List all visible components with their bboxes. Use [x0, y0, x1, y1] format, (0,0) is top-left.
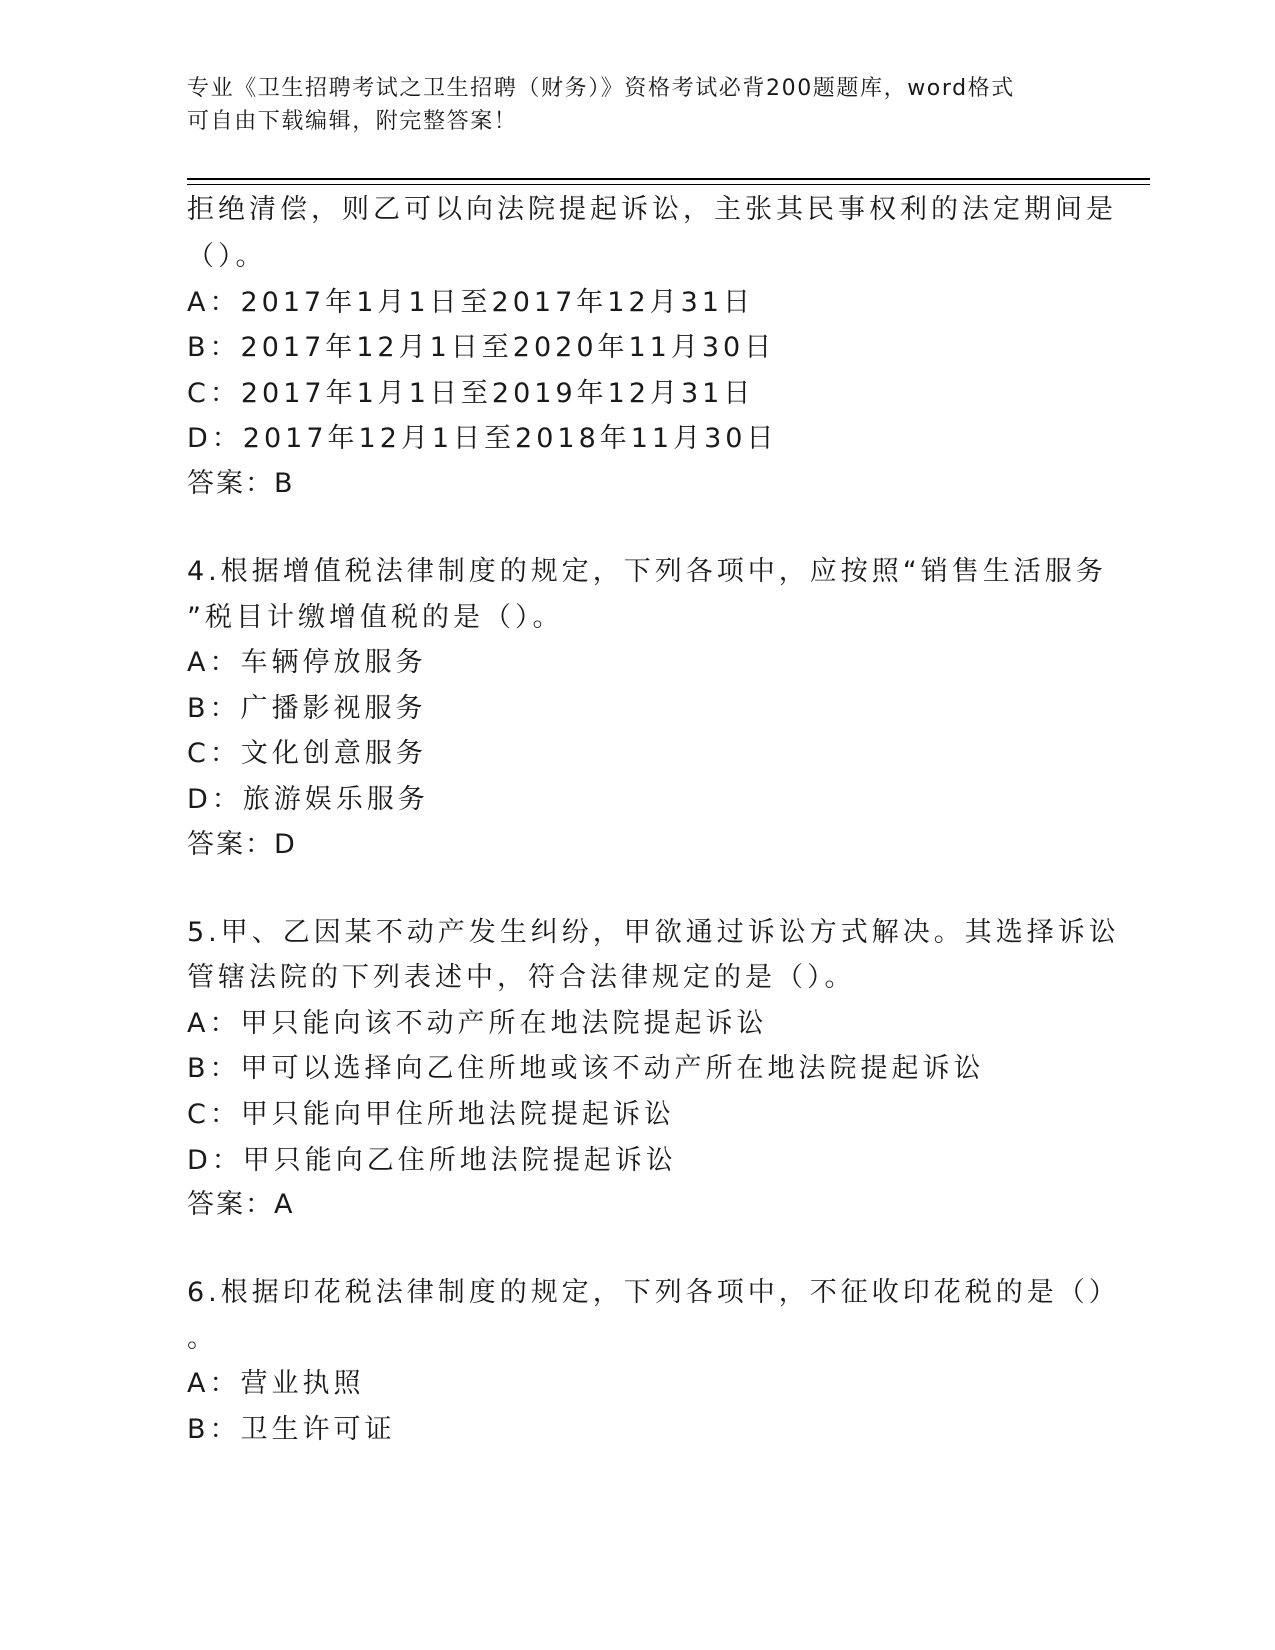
question-4-option-a — [187, 640, 1077, 686]
header-line-2: 可自由下载编辑，附完整答案！ — [187, 109, 518, 134]
question-3-stem-line-1: 拒绝清偿，则乙可以向法院提起诉讼，主张其民事权利的法定期间是 — [187, 194, 1117, 225]
option-key: D： — [187, 783, 243, 815]
question-3-option-a — [187, 280, 1077, 326]
option-key: C： — [187, 1098, 241, 1130]
question-spacer — [187, 506, 1077, 549]
question-4-option-b — [187, 686, 1077, 732]
header-rule-thick — [187, 178, 1150, 180]
question-3-option-c — [187, 371, 1077, 417]
option-key: B： — [187, 1053, 241, 1085]
option-text: 广播影视服务 — [240, 692, 427, 724]
option-text: 文化创意服务 — [240, 738, 427, 770]
question-4-option-d — [187, 777, 1077, 823]
question-spacer — [187, 1227, 1077, 1270]
question-6 — [187, 1270, 1120, 1452]
option-key: A： — [187, 286, 241, 318]
question-3-option-d — [187, 416, 1077, 462]
question-list — [187, 186, 1120, 1452]
question-6-stem-line-1: 6.根据印花税法律制度的规定，下列各项中，不征收印花税的是（） — [187, 1277, 1120, 1309]
option-key: C： — [187, 738, 241, 770]
option-text: 2017年12月1日至2018年11月30日 — [242, 423, 778, 455]
option-key: B： — [187, 332, 241, 364]
question-5-option-c — [187, 1092, 1077, 1138]
question-5-option-d — [187, 1138, 1077, 1184]
question-4 — [187, 549, 1107, 867]
option-key: D： — [187, 1144, 243, 1176]
question-5-option-b — [187, 1046, 1077, 1092]
option-text: 车辆停放服务 — [240, 647, 427, 679]
question-6-stem-line-2: 。 — [187, 1322, 218, 1354]
option-text: 卫生许可证 — [240, 1413, 396, 1445]
option-text: 2017年1月1日至2019年12月31日 — [240, 377, 755, 409]
option-key: C： — [187, 377, 241, 409]
option-key: B： — [187, 692, 241, 724]
question-5-stem-line-2: 管辖法院的下列表述中，符合法律规定的是（）。 — [187, 962, 856, 994]
question-spacer — [187, 867, 1077, 910]
question-3-answer: 答案：B — [187, 467, 295, 499]
option-text: 旅游娱乐服务 — [242, 783, 429, 815]
question-6-option-b — [187, 1407, 1077, 1453]
question-3-option-b — [187, 325, 1077, 371]
option-text: 甲可以选择向乙住所地或该不动产所在地法院提起诉讼 — [240, 1053, 985, 1085]
option-text: 营业执照 — [240, 1368, 365, 1400]
question-3 — [187, 186, 1117, 506]
question-6-option-a — [187, 1361, 1077, 1407]
question-5 — [187, 910, 1120, 1228]
option-key: B： — [187, 1413, 241, 1445]
option-key: A： — [187, 1368, 241, 1400]
question-3-stem-line-2: （）。 — [187, 241, 267, 272]
option-key: A： — [187, 1007, 241, 1039]
option-text: 甲只能向甲住所地法院提起诉讼 — [240, 1098, 675, 1130]
option-text: 甲只能向该不动产所在地法院提起诉讼 — [240, 1007, 768, 1039]
question-4-answer: 答案：D — [187, 828, 297, 860]
option-key: A： — [187, 647, 241, 679]
header-line-1: 专业《卫生招聘考试之卫生招聘（财务）》资格考试必背200题题库，word格式 — [187, 76, 1015, 101]
header-rule-thin — [187, 184, 1150, 185]
question-5-option-a — [187, 1001, 1077, 1047]
question-4-option-c — [187, 731, 1077, 777]
option-text: 甲只能向乙住所地法院提起诉讼 — [242, 1144, 677, 1176]
option-text: 2017年1月1日至2017年12月31日 — [240, 286, 754, 318]
option-text: 2017年12月1日至2020年11月30日 — [240, 332, 776, 364]
question-5-answer: 答案：A — [187, 1189, 295, 1221]
option-key: D： — [187, 423, 243, 455]
document-header — [187, 72, 1067, 138]
question-4-stem-line-2: ”税目计缴增值税的是（）。 — [187, 601, 564, 633]
question-5-stem-line-1: 5.甲、乙因某不动产发生纠纷，甲欲通过诉讼方式解决。其选择诉讼 — [187, 916, 1120, 948]
question-4-stem-line-1: 4.根据增值税法律制度的规定，下列各项中，应按照“销售生活服务 — [187, 555, 1107, 587]
